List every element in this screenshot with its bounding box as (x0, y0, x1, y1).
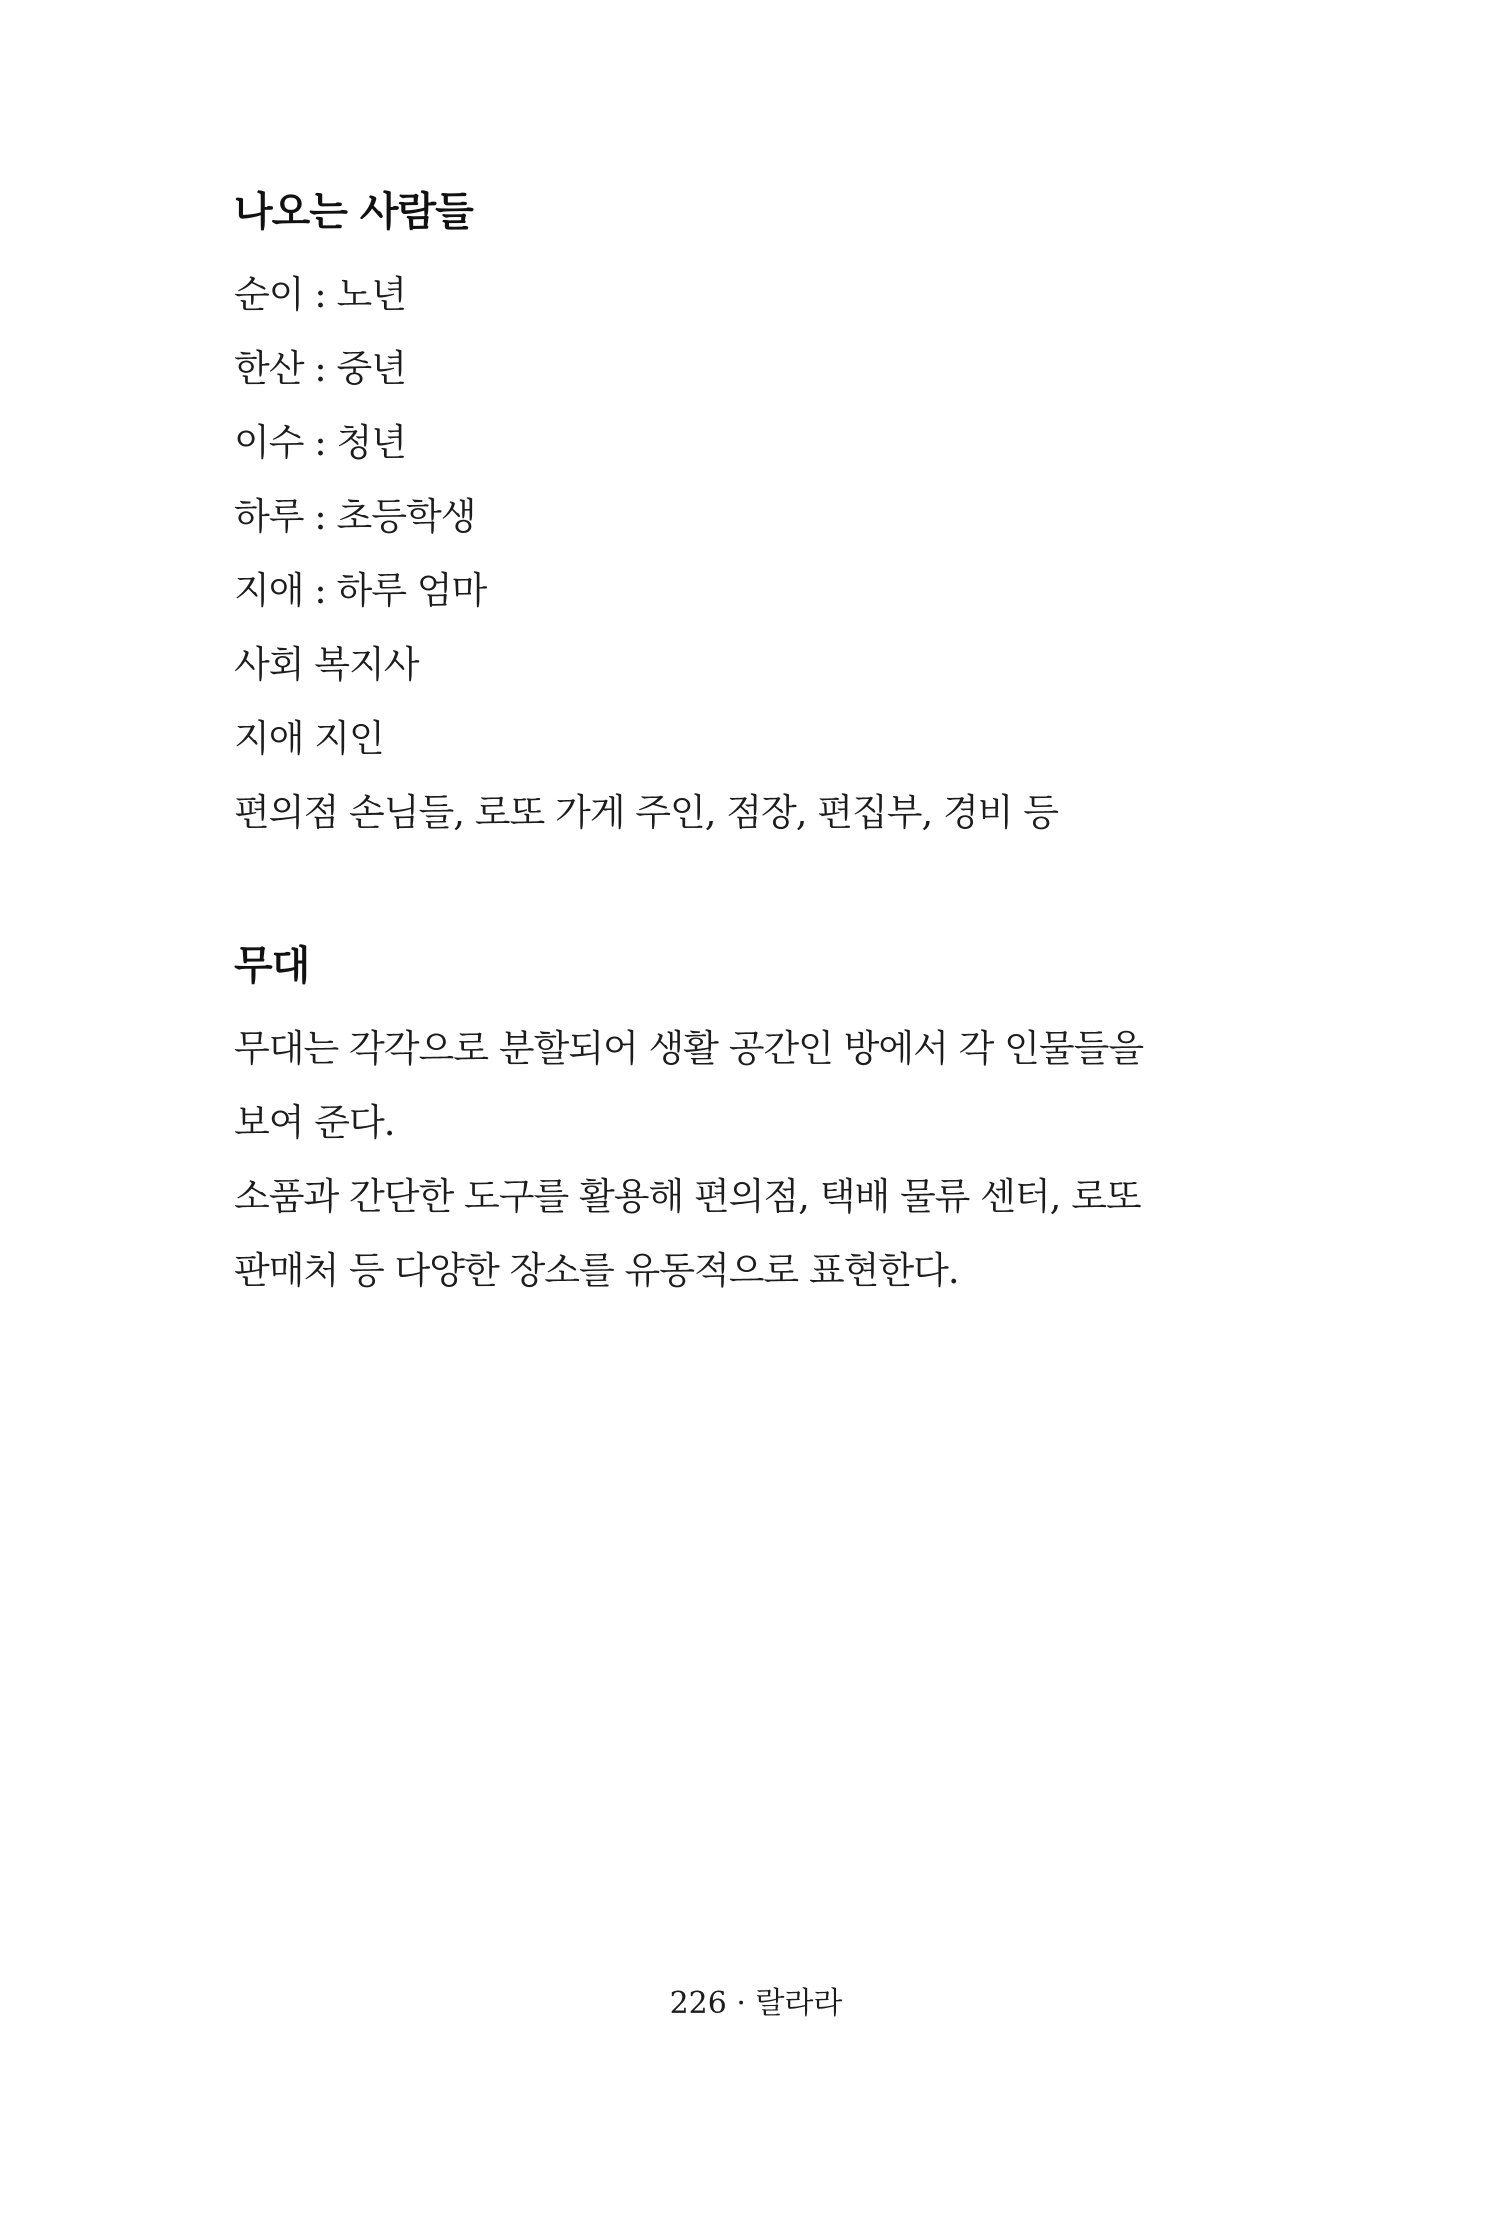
cast-heading: 나오는 사람들 (234, 189, 473, 235)
stage-line: 소품과 간단한 도구를 활용해 편의점, 택배 물류 센터, 로또 (234, 1175, 1141, 1218)
stage-heading: 무대 (234, 943, 310, 989)
cast-line: 한산 : 중년 (234, 347, 406, 390)
stage-line: 판매처 등 다양한 장소를 유동적으로 표현한다. (234, 1249, 959, 1292)
cast-line: 하루 : 초등학생 (234, 495, 476, 538)
cast-line: 지애 : 하루 엄마 (234, 569, 487, 612)
stage-line: 무대는 각각으로 분할되어 생활 공간인 방에서 각 인물들을 (234, 1027, 1144, 1070)
cast-line: 사회 복지사 (234, 643, 419, 686)
cast-line: 편의점 손님들, 로또 가게 주인, 점장, 편집부, 경비 등 (234, 791, 1058, 834)
stage-line: 보여 준다. (234, 1101, 395, 1144)
cast-line: 지애 지인 (234, 717, 384, 760)
footer-separator: · (736, 1986, 746, 2021)
page-number: 226 (669, 1986, 727, 2021)
page-footer (0, 1982, 1512, 2026)
cast-line: 순이 : 노년 (234, 273, 406, 316)
book-title: 랄라라 (755, 1986, 843, 2021)
cast-line: 이수 : 청년 (234, 421, 406, 464)
